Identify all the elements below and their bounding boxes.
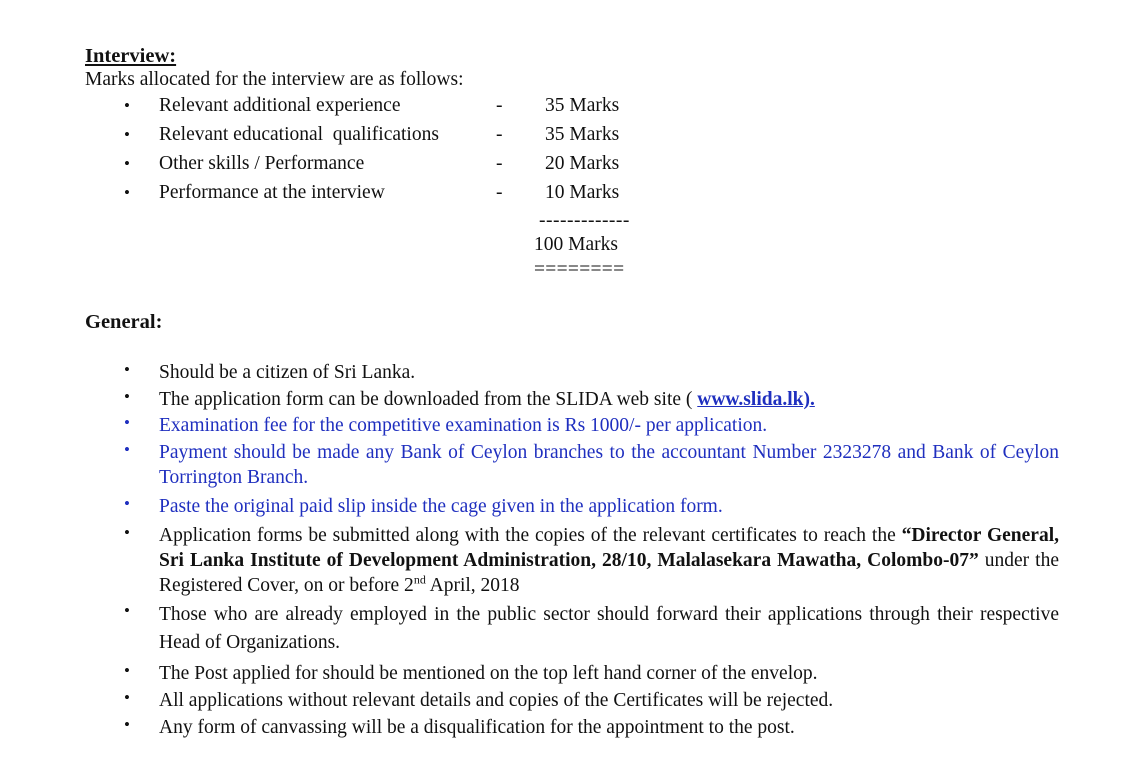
criteria-dash: - — [496, 153, 503, 174]
bullet-icon: • — [124, 661, 130, 680]
bullet-icon: • — [124, 125, 130, 144]
address-bold: “Director General, Sri Lanka Institute of Development Administration, 28/10, Malalasekara Mawatha, Colombo-07” — [159, 525, 1059, 571]
criteria-marks: 10 Marks — [545, 182, 620, 203]
list-item — [0, 494, 1141, 519]
bullet-icon: • — [124, 601, 130, 620]
bullet-icon: • — [124, 523, 130, 542]
bullet-icon: • — [124, 413, 130, 432]
list-item-text-part: under the Registered Cover, on or before 2 — [159, 550, 1059, 596]
general-list — [0, 360, 1141, 740]
interview-marks-row — [0, 182, 1141, 211]
list-item — [0, 688, 1141, 713]
list-item — [0, 413, 1141, 438]
bullet-icon: • — [124, 688, 130, 707]
criteria-label: Other skills / Performance — [159, 153, 365, 174]
criteria-marks: 20 Marks — [545, 153, 620, 174]
interview-intro: Marks allocated for the interview are as follows: — [85, 69, 464, 90]
criteria-label: Relevant additional experience — [159, 95, 401, 116]
list-item-text: The Post applied for should be mentioned on the top left hand corner of the envelop. — [159, 663, 818, 684]
bullet-icon: • — [124, 715, 130, 734]
slida-website-link[interactable]: www.slida.lk). — [697, 389, 815, 410]
list-item-text: Paste the original paid slip inside the cage given in the application form. — [159, 496, 723, 517]
list-item-text: Payment should be made any Bank of Ceylon branches to the accountant Number 2323278 and Bank of Ceylon Torrington Branch. — [159, 442, 1059, 488]
list-item-text: Any form of canvassing will be a disqualification for the appointment to the post. — [159, 717, 795, 738]
bullet-icon: • — [124, 96, 130, 115]
criteria-label: Relevant educational qualifications — [159, 124, 439, 145]
criteria-marks: 35 Marks — [545, 95, 620, 116]
date-suffix: nd — [413, 572, 426, 587]
total-double-line: ======== — [534, 259, 625, 280]
list-item-text: Examination fee for the competitive examination is Rs 1000/- per application. — [159, 415, 768, 436]
bullet-icon: • — [124, 440, 130, 459]
criteria-dash: - — [496, 124, 503, 145]
list-item-text — [159, 523, 1059, 598]
interview-marks-row — [0, 153, 1141, 182]
bullet-icon: • — [124, 154, 130, 173]
bullet-icon: • — [124, 494, 130, 513]
list-item-text-part: April, 2018 — [425, 575, 520, 596]
general-heading: General: — [85, 311, 163, 333]
list-item — [0, 661, 1141, 686]
bullet-icon: • — [124, 360, 130, 379]
interview-heading: Interview: — [85, 45, 177, 67]
interview-marks-row — [0, 95, 1141, 124]
list-item-text: All applications without relevant details and copies of the Certificates will be rejected. — [159, 690, 834, 711]
criteria-dash: - — [496, 95, 503, 116]
list-item — [0, 715, 1141, 740]
list-item — [0, 523, 1141, 598]
list-item — [0, 387, 1141, 412]
criteria-dash: - — [496, 182, 503, 203]
criteria-label: Performance at the interview — [159, 182, 385, 203]
list-item-text-part: Application forms be submitted along with the copies of the relevant certificates to reach the — [159, 525, 902, 546]
list-item-text: Should be a citizen of Sri Lanka. — [159, 362, 416, 383]
list-item-text — [159, 387, 1059, 412]
criteria-marks: 35 Marks — [545, 124, 620, 145]
list-item — [0, 601, 1141, 657]
list-item — [0, 360, 1141, 385]
list-item-text-part: The application form can be downloaded from the SLIDA web site ( — [159, 389, 698, 410]
interview-marks-row — [0, 124, 1141, 153]
bullet-icon: • — [124, 387, 130, 406]
list-item-text: Those who are already employed in the public sector should forward their applications through their respective Head of Organizations. — [159, 604, 1059, 653]
list-item — [0, 440, 1141, 490]
total-marks: 100 Marks — [534, 234, 618, 255]
total-separator: ------------- — [539, 210, 630, 231]
bullet-icon: • — [124, 183, 130, 202]
